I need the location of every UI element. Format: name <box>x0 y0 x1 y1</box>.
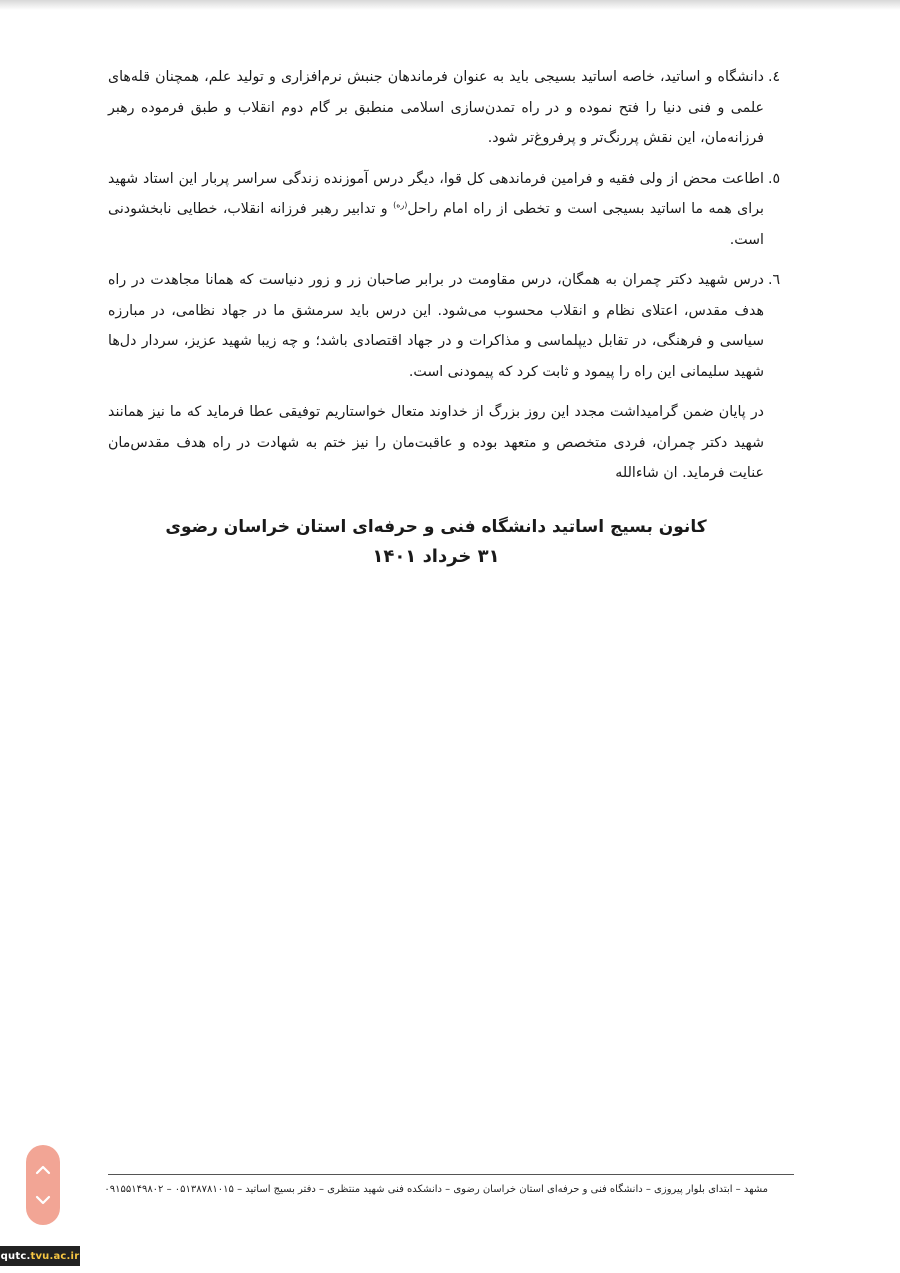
footer-address: مشهد – ابتدای بلوار پیروزی – دانشگاه فنی و حرفه‌ای استان خراسان رضوی – دانشکده فنی شهید منتظری – دفتر بسیج اساتید – ۰۵۱۳۸۷۸۱۰۱۵ – ۰۹۱۵۵۱۴۹۸۰۲ <box>104 1184 768 1195</box>
list-item-5 <box>108 164 781 256</box>
item-number: ٦. <box>768 272 781 288</box>
item-text-part: و تدابیر رهبر فرزانه انقلاب، خطایی نابخشودنی است. <box>108 201 764 248</box>
signature-date: ۳۱ خرداد ۱۴۰۱ <box>372 546 500 567</box>
footer-divider <box>108 1174 794 1175</box>
item-text-part: اطاعت محض از ولی فقیه و فرامین فرماندهی کل قوا، دیگر درس آموزنده زندگی سراسر پربار این استاد شهید برای همه ما اساتید بسیجی است و تخطی از راه امام راحل <box>108 170 765 217</box>
chevron-up-icon <box>35 1165 51 1175</box>
item-number: ٥. <box>768 170 781 187</box>
site-watermark-badge[interactable] <box>0 1246 80 1266</box>
honorific-superscript: (ره) <box>393 200 408 210</box>
item-text <box>108 164 764 256</box>
list-item-6 <box>108 265 781 387</box>
item-text: درس شهید دکتر چمران به همگان، درس مقاومت در برابر صاحبان زر و زور دنیاست که همانا مجاهدت در راه هدف مقدس، اعتلای نظام و انقلاب محسوب می‌شود. این درس باید سرمشق ما در جهاد نظامی، در مبارزه سیاسی و فرهنگی، در تقابل دیپلماسی و مذاکرات و در جهاد اقتصادی باشد؛ و چه زیبا شهید عزیز، سردار دل‌ها شهید سلیمانی این راه را پیمود و ثابت کرد که پیمودنی است. <box>108 272 764 380</box>
item-number: ٤. <box>768 69 781 85</box>
chevron-down-icon <box>35 1195 51 1205</box>
scroll-down-button[interactable] <box>26 1183 60 1217</box>
signature-organization: کانون بسیج اساتید دانشگاه فنی و حرفه‌ای استان خراسان رضوی <box>165 517 707 537</box>
item-text: دانشگاه و اساتید، خاصه اساتید بسیجی باید به عنوان فرماندهان جنبش نرم‌افزاری و تولید علم، همچنان قله‌های علمی و فنی دنیا را فتح نموده و در راه تمدن‌سازی اسلامی منطبق بر گام دوم انقلاب و طبق فرموده رهبر فرزانه‌مان، این نقش پررنگ‌تر و پرفروغ‌تر شود. <box>108 69 764 146</box>
site-domain-accent: tvu.ac.ir <box>30 1250 80 1262</box>
site-domain-prefix: qutc. <box>0 1250 31 1262</box>
list-item-4 <box>108 62 781 154</box>
letter-body <box>108 62 781 489</box>
scroll-control <box>26 1145 60 1225</box>
scroll-up-button[interactable] <box>26 1153 60 1187</box>
page-top-edge <box>0 0 900 10</box>
closing-paragraph: در پایان ضمن گرامیداشت مجدد این روز بزرگ از خداوند متعال خواستاریم توفیقی عطا فرماید که ما نیز همانند شهید دکتر چمران، فردی متخصص و متعهد بوده و عاقبت‌مان را نیز ختم به شهادت در راه هدف مقدس‌مان عنایت فرماید. ان شاءالله <box>108 404 764 481</box>
